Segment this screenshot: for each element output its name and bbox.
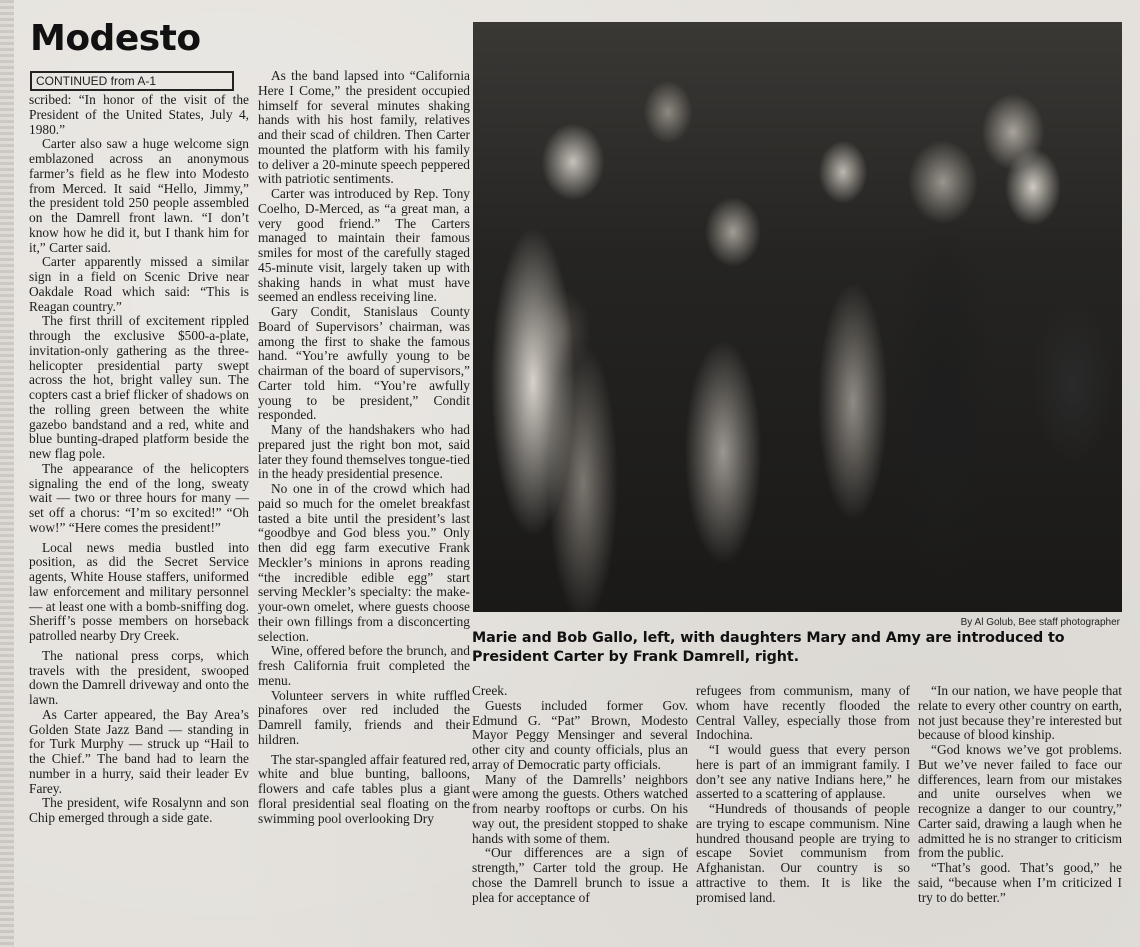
article-paragraph: The first thrill of excitement rippled through the exclusive $500-a-plate, invitation-only gathering as the three-helicopter presidential party swept across the hot, bright valley sun. The copters cast a brief flicker of shadows on the rolling green between the white gazebo bandstand and a red, white and blue bunting-draped platform beside the new flag pole.	[29, 313, 249, 461]
article-paragraph: As the band lapsed into “California Here I Come,” the president occupied himself for several minutes shaking hands with his host family, relatives and their scad of children. Then Carter mounted the platform with his family to deliver a 20-minute speech peppered with patriotic sentiments.	[258, 68, 470, 187]
article-paragraph: The appearance of the helicopters signaling the end of the long, sweaty wait — two or three hours for many — set off a chorus: “I’m so excited!” “Oh wow!” “Here comes the president!”	[29, 460, 249, 535]
article-paragraph: Local news media bustled into position, as did the Secret Service agents, White House staffers, uniformed law enforcement and military personnel — at least one with a bomb-sniffing dog. Sheriff’s posse members on horseback patrolled nearby Dry Creek.	[29, 539, 249, 643]
article-paragraph: Wine, offered before the brunch, and fresh California fruit completed the menu.	[258, 643, 470, 688]
article-paragraph: “Our differences are a sign of strength,” Carter told the group. He chose the Damrell brunch to issue a plea for acceptance of	[472, 845, 688, 905]
article-paragraph: scribed: “In honor of the visit of the President of the United States, July 4, 1980.”	[29, 92, 249, 137]
article-paragraph: Carter was introduced by Rep. Tony Coelho, D-Merced, as “a great man, a very good friend.” The Carters managed to maintain their famous smiles for most of the carefully staged 45-minute visit, largely taken up with shaking hands in what must have seemed an endless receiving line.	[258, 186, 470, 305]
article-paragraph: Guests included former Gov. Edmund G. “Pat” Brown, Modesto Mayor Peggy Mensinger and several other city and county officials, plus an array of Democratic party officials.	[472, 697, 688, 772]
article-paragraph: “In our nation, we have people that relate to every other country on earth, not just because they’re interested but because of blood kinship.	[918, 683, 1122, 743]
photo-credit: By Al Golub, Bee staff photographer	[960, 617, 1120, 628]
article-paragraph: “That’s good. That’s good,” he said, “because when I’m criticized I try to do better.”	[918, 860, 1122, 905]
article-paragraph: Gary Condit, Stanislaus County Board of Supervisors’ chairman, was among the first to shake the famous hand. “You’re awfully young to be chairman of the board of supervisors,” Carter told him. “You’re awfully young to be president,” Condit responded.	[258, 304, 470, 423]
article-paragraph: Creek.	[472, 683, 508, 698]
article-paragraph: Many of the handshakers who had prepared just the right bon mot, said later they found themselves tongue-tied in the heady presidential presence.	[258, 422, 470, 482]
news-photo	[473, 22, 1122, 612]
article-paragraph: As Carter appeared, the Bay Area’s Golden State Jazz Band — standing in for Turk Murphy — struck up “Hail to the Chief.” The band had to learn the number in a hurry, said their leader Ev Farey.	[29, 706, 249, 796]
article-column-1	[29, 93, 249, 826]
article-paragraph: refugees from communism, many of whom have recently flooded the Central Valley, especially those from Indochina.	[696, 683, 910, 743]
continued-from-label: CONTINUED from A-1	[30, 71, 234, 91]
article-paragraph: The president, wife Rosalynn and son Chip emerged through a side gate.	[29, 795, 249, 825]
article-paragraph: The national press corps, which travels with the president, swooped down the Damrell driveway and onto the lawn.	[29, 647, 249, 707]
article-paragraph: Carter apparently missed a similar sign in a field on Scenic Drive near Oakdale Road which said: “This is Reagan country.”	[29, 254, 249, 314]
article-paragraph: No one in of the crowd which had paid so much for the omelet breakfast tasted a bite until the president’s last “goodbye and God bless you.” Only then did egg farm executive Frank Meckler’s minions in aprons reading “the incredible edible egg” start serving Meckler’s specialty: the make-your-own omelet, where guests choose their own fillings from a disconcerting selection.	[258, 481, 470, 644]
article-paragraph: Many of the Damrells’ neighbors were among the guests. Others watched from nearby rooftops or curbs. On his way out, the president stopped to shake hands with some of them.	[472, 771, 688, 846]
article-paragraph: “Hundreds of thousands of people are trying to escape communism. Nine hundred thousand people are trying to escape Soviet communism from Afghanistan. Our country is so attractive to them. It is like the promised land.	[696, 801, 910, 905]
article-column-5	[918, 684, 1122, 905]
article-column-3	[472, 684, 688, 905]
article-paragraph: “God knows we’ve got problems. But we’ve never failed to face our differences, learn from our mistakes and unite ourselves when we recognize a danger to our country,” Carter said, drawing a laugh when he admitted he is no stranger to criticism from the public.	[918, 742, 1122, 861]
article-paragraph: Volunteer servers in white ruffled pinafores over red included the Damrell family, friends and their hildren.	[258, 687, 470, 747]
article-column-2	[258, 69, 470, 826]
photo-caption: Marie and Bob Gallo, left, with daughters Mary and Amy are introduced to President Carter by Frank Damrell, right.	[472, 630, 1065, 665]
article-paragraph: Carter also saw a huge welcome sign emblazoned across an anonymous farmer’s field as he flew into Modesto from Merced. It said “Hello, Jimmy,” the president told 250 people assembled on the Damrell front lawn. “I don’t know how he did it, but I thank him for it,” Carter said.	[29, 136, 249, 255]
page-scan-edge	[0, 0, 14, 947]
article-paragraph: The star-spangled affair featured red, white and blue bunting, balloons, flowers and cafe tables plus a giant floral presidential seal floating on the swimming pool overlooking Dry	[258, 751, 470, 826]
article-paragraph: “I would guess that every person here is part of an immigrant family. I don’t see any native Indians here,” he asserted to a scattering of applause.	[696, 742, 910, 802]
section-headline: Modesto	[30, 18, 201, 59]
article-column-4	[696, 684, 910, 905]
